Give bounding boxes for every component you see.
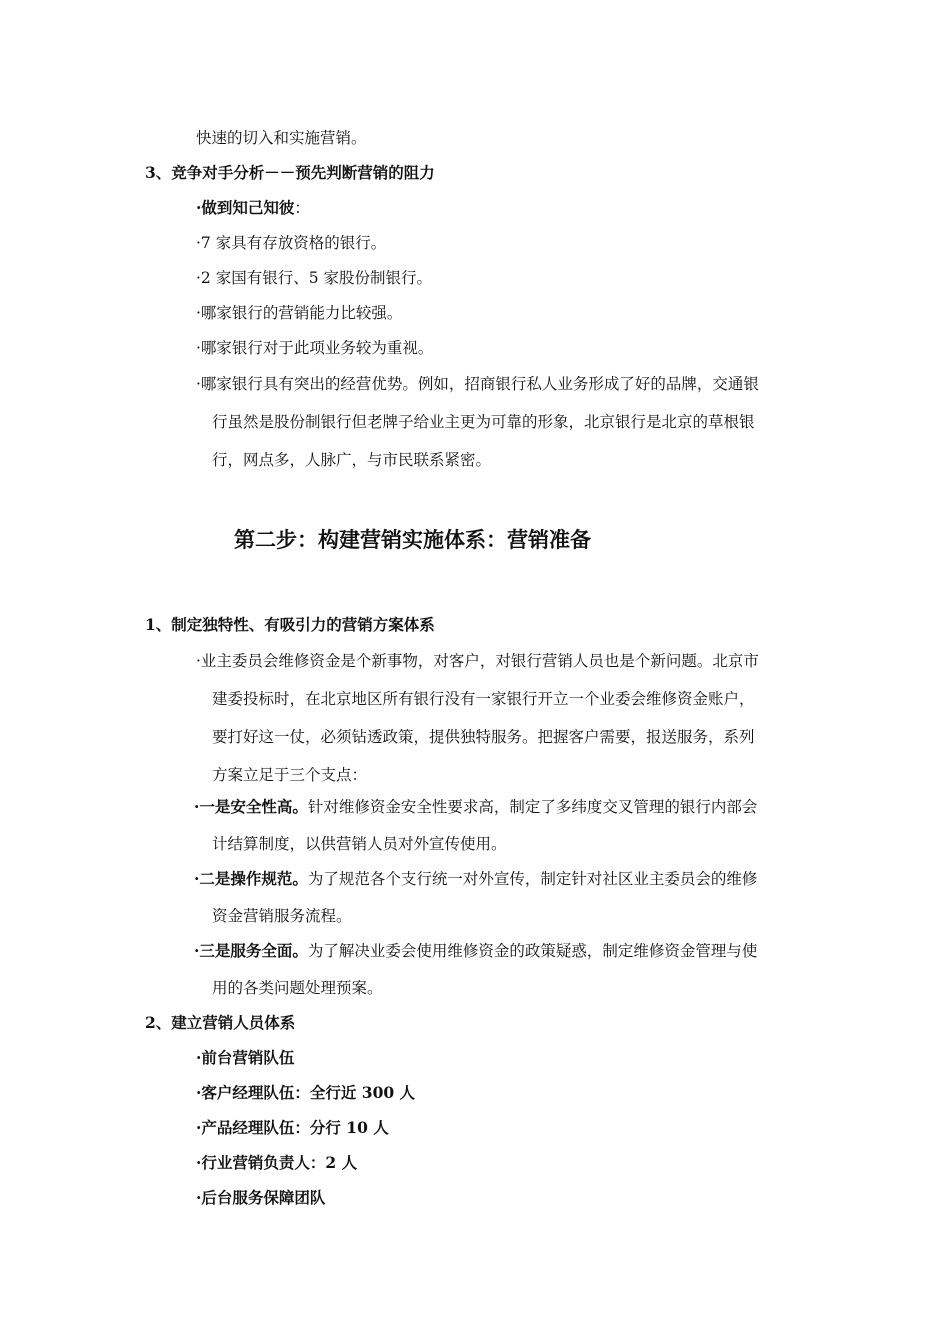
paragraph-line: 资金营销服务流程。 — [212, 907, 352, 925]
point-label: ·一是安全性高。 — [194, 797, 308, 816]
know-yourself-line — [196, 198, 310, 218]
paragraph-line: 用的各类问题处理预案。 — [212, 979, 383, 997]
point-line — [194, 797, 757, 817]
paragraph-line: 建委投标时，在北京地区所有银行没有一家银行开立一个业委会维修资金账户， — [212, 690, 755, 708]
list-item: ·客户经理队伍：全行近 300 人 — [196, 1083, 416, 1102]
list-item: ·后台服务保障团队 — [196, 1188, 326, 1207]
paragraph-line: 行虽然是股份制银行但老牌子给业主更为可靠的形象，北京银行是北京的草根银 — [212, 413, 755, 431]
paragraph-line: ·业主委员会维修资金是个新事物，对客户，对银行营销人员也是个新问题。北京市 — [196, 652, 759, 670]
section-title: 3、竞争对手分析－－预先判断营销的阻力 — [145, 163, 435, 182]
step-heading: 第二步：构建营销实施体系：营销准备 — [234, 527, 591, 552]
list-item: ·2 家国有银行、5 家股份制银行。 — [196, 269, 433, 287]
list-item: ·7 家具有存放资格的银行。 — [196, 234, 387, 252]
list-item: ·前台营销队伍 — [196, 1048, 295, 1067]
know-yourself-label: ·做到知己知彼 — [196, 198, 295, 217]
point-text: 针对维修资金安全性要求高，制定了多纬度交叉管理的银行内部会 — [307, 798, 758, 816]
paragraph-line: 快速的切入和实施营销。 — [196, 129, 367, 147]
point-label: ·二是操作规范。 — [194, 869, 308, 888]
know-yourself-colon: ： — [294, 199, 310, 217]
point-text: 为了解决业委会使用维修资金的政策疑惑，制定维修资金管理与使 — [307, 942, 758, 960]
list-item: ·产品经理队伍：分行 10 人 — [196, 1118, 389, 1137]
paragraph-line: 要打好这一仗，必须钻透政策，提供独特服务。把握客户需要，报送服务，系列 — [212, 728, 755, 746]
section-title: 2、建立营销人员体系 — [145, 1013, 296, 1032]
point-line — [194, 869, 757, 889]
point-label: ·三是服务全面。 — [194, 941, 308, 960]
paragraph-line: 行，网点多，人脉广，与市民联系紧密。 — [212, 451, 492, 469]
section-title: 1、制定独特性、有吸引力的营销方案体系 — [145, 615, 435, 634]
paragraph-line: ·哪家银行具有突出的经营优势。例如，招商银行私人业务形成了好的品牌，交通银 — [196, 375, 759, 393]
paragraph-line: 计结算制度，以供营销人员对外宣传使用。 — [212, 835, 507, 853]
list-item: ·行业营销负责人：2 人 — [196, 1153, 358, 1172]
point-text: 为了规范各个支行统一对外宣传，制定针对社区业主委员会的维修 — [307, 870, 758, 888]
list-item: ·哪家银行对于此项业务较为重视。 — [196, 339, 434, 357]
list-item: ·哪家银行的营销能力比较强。 — [196, 304, 403, 322]
paragraph-line: 方案立足于三个支点： — [212, 766, 368, 784]
point-line — [194, 941, 757, 961]
